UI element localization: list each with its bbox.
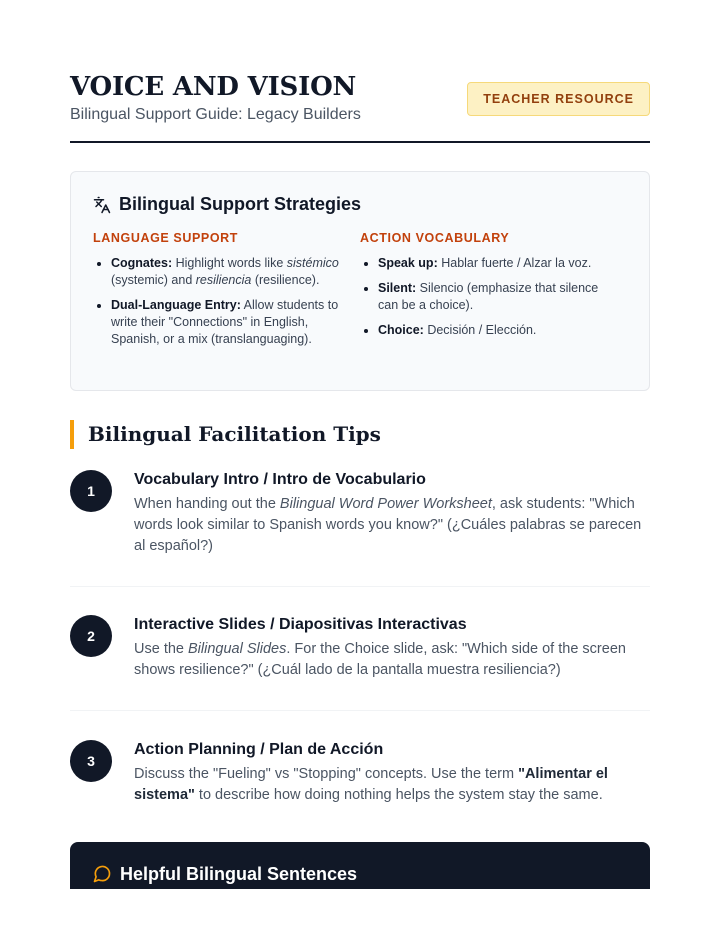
step-number: 1 <box>70 470 112 512</box>
document-header <box>70 72 650 124</box>
list-item-text: (systemic) and <box>111 273 196 287</box>
step-divider <box>70 710 650 711</box>
list-item-term: Silent: <box>378 281 417 295</box>
worksheet-title: Bilingual Word Power Worksheet <box>279 496 492 512</box>
list-item-term: Cognates: <box>111 256 173 270</box>
step-text-part: Use the <box>134 641 188 657</box>
tip-step-3 <box>70 740 650 806</box>
action-vocabulary-heading: ACTION VOCABULARY <box>360 231 510 245</box>
helpful-sentences-title: Helpful Bilingual Sentences <box>120 864 358 884</box>
list-item-term: Dual-Language Entry: <box>111 298 241 312</box>
step-title: Action Planning / Plan de Acción <box>134 741 384 758</box>
tip-step-2 <box>70 615 650 681</box>
step-text <box>134 764 650 806</box>
page-subtitle: Bilingual Support Guide: Legacy Builders <box>70 106 361 123</box>
list-item <box>93 297 342 348</box>
step-divider <box>70 586 650 587</box>
list-item <box>360 322 609 339</box>
action-vocabulary-column <box>360 231 627 356</box>
step-title: Interactive Slides / Diapositivas Interactivas <box>134 616 467 633</box>
step-text-part: When handing out the <box>134 496 280 512</box>
list-item <box>360 280 609 314</box>
slides-title: Bilingual Slides <box>188 641 287 657</box>
cognate-word: sistémico <box>286 256 339 270</box>
step-text-part: . For the Choice slide, ask: "Which side of the screen shows resilience?" (¿Cuál lado de la pantalla muestra resiliencia?) <box>134 641 626 678</box>
helpful-sentences-card <box>70 842 650 889</box>
list-item-text: Silencio (emphasize that silence can be a choice). <box>378 281 599 312</box>
list-item-text: Hablar fuerte / Alzar la voz. <box>437 256 592 270</box>
facilitation-tips-heading: Bilingual Facilitation Tips <box>70 420 381 449</box>
step-number: 2 <box>70 615 112 657</box>
translate-icon <box>93 196 111 214</box>
list-item-text: Allow students to write their "Connections" in English, Spanish, or a mix (translanguaging). <box>111 298 339 346</box>
step-title: Vocabulary Intro / Intro de Vocabulario <box>134 471 426 488</box>
tip-step-1 <box>70 470 650 557</box>
language-support-column <box>93 231 360 356</box>
list-item-text: Highlight words like <box>172 256 287 270</box>
step-text <box>134 639 650 681</box>
list-item-term: Speak up: <box>378 256 438 270</box>
step-text-part: Discuss the "Fueling" vs "Stopping" concepts. Use the term <box>134 766 519 782</box>
language-support-heading: LANGUAGE SUPPORT <box>93 231 239 245</box>
teacher-resource-badge: TEACHER RESOURCE <box>467 82 650 116</box>
strategies-card <box>70 171 650 391</box>
page-title: VOICE AND VISION <box>70 72 357 102</box>
strategies-title-text: Bilingual Support Strategies <box>119 194 362 214</box>
step-text-part: , ask students: "Which words look similar to Spanish words you know?" (¿Cuáles palabras se parecen al español?) <box>134 496 642 554</box>
list-item-term: Choice: <box>378 323 424 337</box>
list-item-text: (resilience). <box>251 273 320 287</box>
list-item <box>360 255 609 272</box>
chat-bubble-icon <box>92 864 112 884</box>
list-item <box>93 255 342 289</box>
strategies-title <box>93 194 627 215</box>
step-number: 3 <box>70 740 112 782</box>
header-rule <box>70 141 650 143</box>
step-text-part: to describe how doing nothing helps the system stay the same. <box>194 787 603 803</box>
key-term: "Alimentar el sistema" <box>134 766 608 803</box>
step-text <box>134 494 650 557</box>
list-item-text: Decisión / Elección. <box>423 323 537 337</box>
cognate-word: resiliencia <box>195 273 252 287</box>
